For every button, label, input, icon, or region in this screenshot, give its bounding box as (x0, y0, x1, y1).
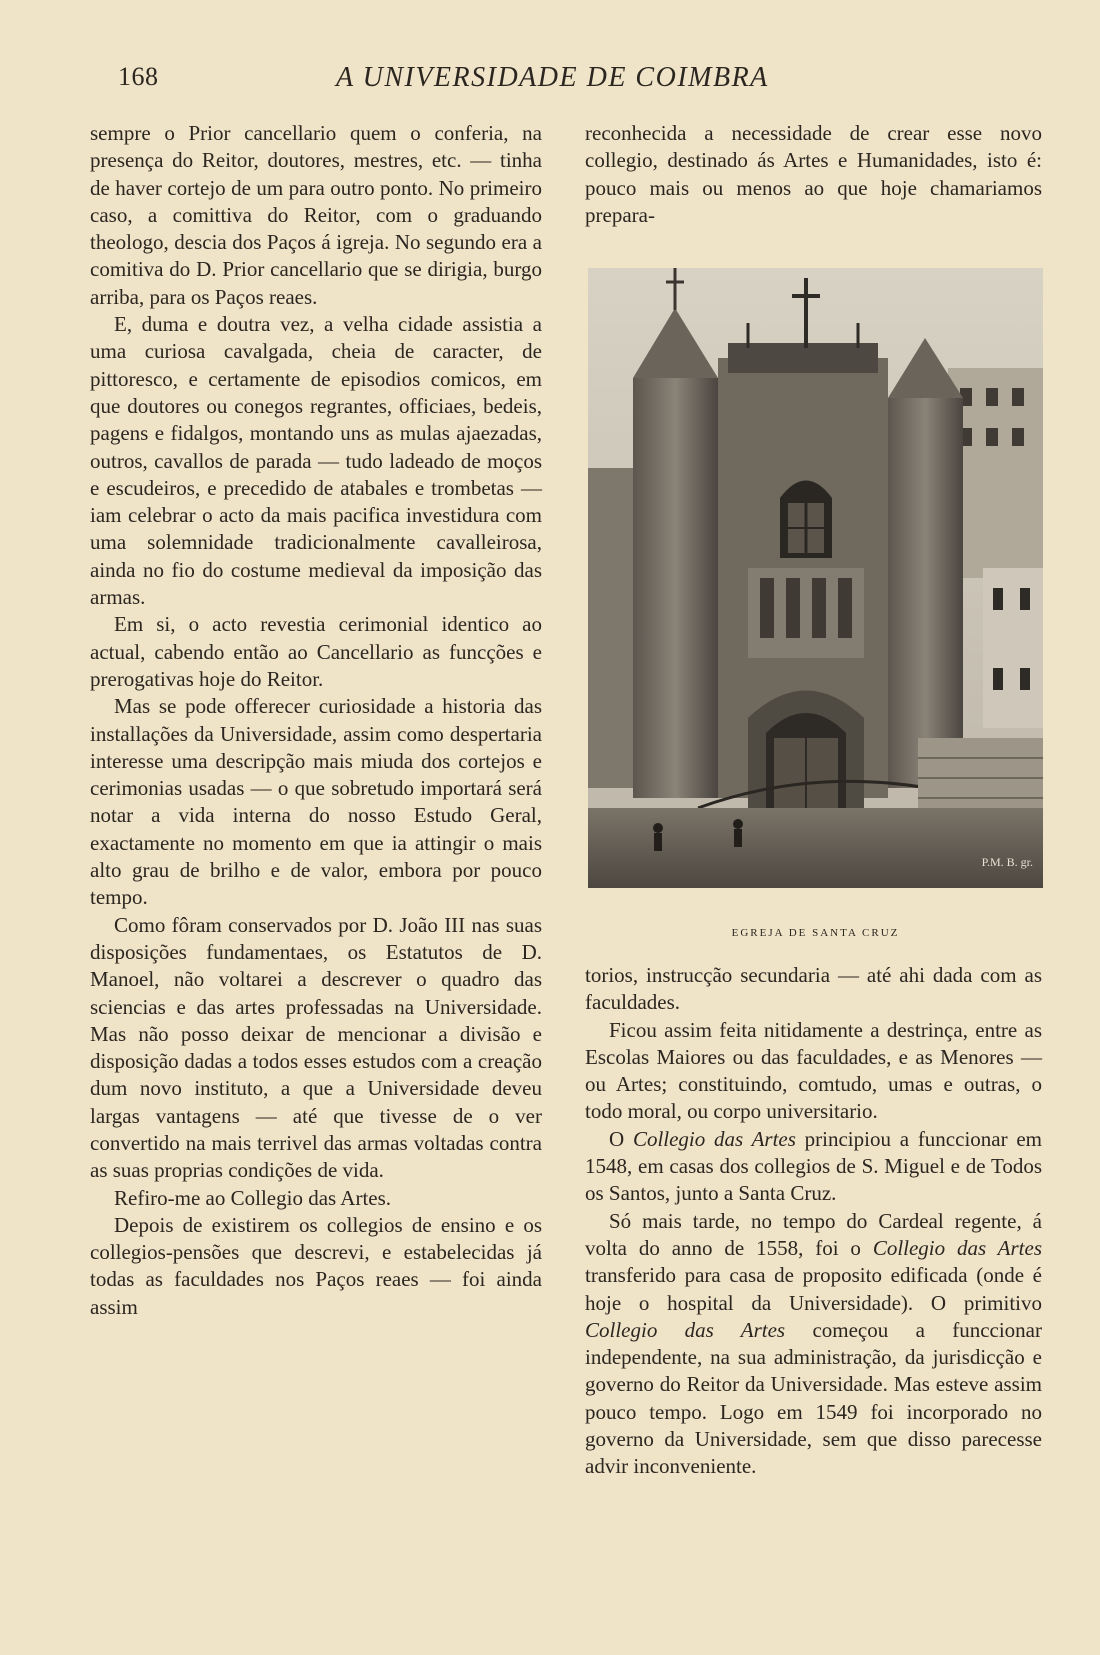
italic-title: Collegio das Artes (872, 1235, 1043, 1260)
paragraph: Como fôram conservados por D. João III nas suas disposições fundamentaes, os Estatutos de D. Manoel, não voltarei a descrever o quadro das sciencias e das artes professadas na Universidade. Mas não posso deixar de mencionar a divisão e disposição dadas a todos esses estudos com a creação dum novo instituto, a que a Universidade deveu largas vantagens — até que tivesse de o ver convertido na mais terrivel das armas voltadas contra as suas proprias condições de vida. (90, 912, 542, 1183)
text-span: O (609, 1126, 633, 1151)
paragraph: Em si, o acto revestia cerimonial identico ao actual, cabendo então ao Cancellario as funcções e prerogativas hoje do Reitor. (90, 612, 542, 691)
text-span: transferido para casa de proposito edificada (onde é hoje o hospital da Universidade). O primitivo (585, 1263, 1042, 1315)
figure-caption: EGREJA DE SANTA CRUZ (731, 927, 900, 939)
right-column-top (585, 120, 1042, 229)
text-span: começou a funccionar independente, na sua administração, da jurisdicção e governo do Reitor da Universidade. Mas esteve assim pouco tempo. Logo em 1549 foi incorporado no governo da Universidade, sem que disso parecesse advir inconveniente. (585, 1317, 1042, 1479)
paragraph: Depois de existirem os collegios de ensino e os collegios-pensões que descrevi, e estabelecidas já todas as faculdades nos Paços reaes — foi ainda assim (90, 1212, 542, 1319)
page-header (118, 62, 1018, 102)
paragraph: Mas se pode offerecer curiosidade a historia das installações da Universidade, assim como despertaria interesse uma descripção mais miuda dos cortejos e cerimonias usadas — o que sobretudo importará será notar a vida interna do nosso Estudo Geral, exactamente no momento em que ia attingir o mais alto grau de brilho e de valor, embora por pouco tempo. (90, 694, 542, 910)
text-span: Só mais tarde, no tempo do Cardeal regente, á volta do anno de 1558, foi o (585, 1208, 1042, 1260)
paragraph (585, 1208, 1042, 1481)
page-number: 168 (118, 62, 159, 91)
running-title: A UNIVERSIDADE DE COIMBRA (336, 62, 769, 93)
engraver-mark: P.M. B. gr. (981, 855, 1033, 869)
paragraph (585, 1126, 1042, 1208)
italic-title: Collegio das Artes (585, 1317, 786, 1342)
paragraph: E, duma e doutra vez, a velha cidade assistia a uma curiosa cavalgada, cheia de caracter, de pittoresco, e certamente de episodios comicos, em que doutores ou conegos regrantes, officiaes, bedeis, pagens e fidalgos, montando uns as mulas ajaezadas, outros, cavallos de parada — tudo ladeado de moços e escudeiros, e precedido de atabales e trombetas — iam celebrar o acto da mais pacifica investidura com uma solemnidade tradicionalmente cavalleirosa, ainda no fio do costume medieval da imposição das armas. (90, 312, 542, 610)
paragraph: sempre o Prior cancellario quem o conferia, na presença do Reitor, doutores, mestres, etc. — tinha de haver cortejo de um para outro ponto. No primeiro caso, a comittiva do Reitor, com o graduando theologo, descia dos Paços á igreja. No segundo era a comitiva do D. Prior cancellario que se dirigia, burgo arriba, para os Paços reaes. (90, 121, 542, 309)
paragraph: torios, instrucção secundaria — até ahi dada com as faculdades. (585, 963, 1042, 1015)
paragraph: reconhecida a necessidade de crear esse novo collegio, destinado ás Artes e Humanidades, isto é: pouco mais ou menos ao que hoje chamariamos prepara- (585, 121, 1042, 227)
right-column-bottom (585, 962, 1042, 1481)
italic-title: Collegio das Artes (632, 1126, 796, 1151)
paragraph: Refiro-me ao Collegio das Artes. (114, 1185, 392, 1210)
church-facade-illustration (588, 268, 1043, 888)
church-photograph (588, 268, 1043, 888)
text-span: principiou a funccionar em 1548, em casas dos collegios de S. Miguel e de Todos os Santos, junto a Santa Cruz. (585, 1126, 1043, 1206)
paragraph: Ficou assim feita nitidamente a destrinça, entre as Escolas Maiores ou das faculdades, e as Menores — ou Artes; constituindo, comtudo, umas e outras, o todo moral, ou corpo universitario. (585, 1017, 1042, 1124)
left-column (90, 120, 542, 1321)
